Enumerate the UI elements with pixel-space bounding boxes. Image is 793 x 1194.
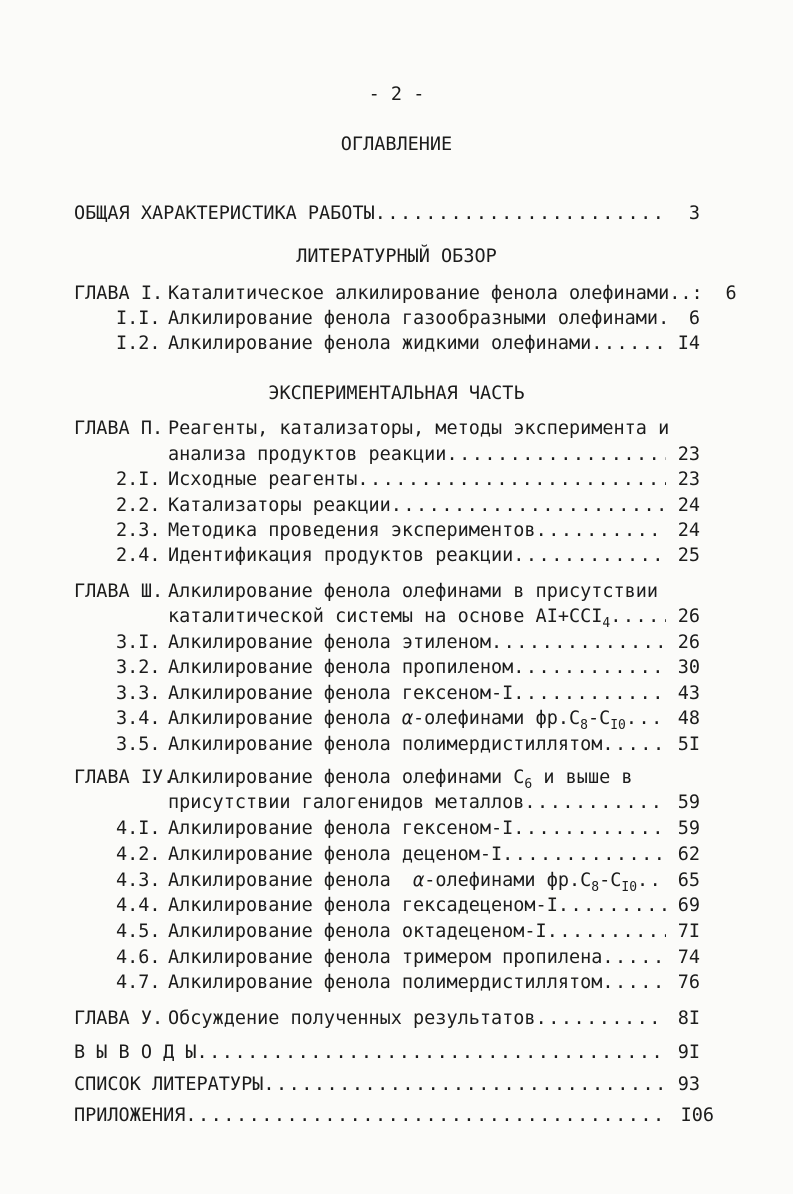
entry-text: Катализаторы реакции [168,495,391,516]
toc-entry[interactable] [74,333,700,359]
entry-text: Алкилирование фенола деценом-I [168,844,503,865]
entry-number: 2.4. [116,545,161,566]
entry-number: 3.I. [116,632,161,653]
leader-dots [185,1105,670,1126]
page-ref: 26 [677,632,700,653]
toc-entry[interactable] [74,308,700,334]
entry-number: 4.3. [116,870,161,891]
leader-dots [513,657,666,678]
entry-text: Алкилирование фенола α-олефинами $фр.C_8-C_{I0}$ [168,708,626,733]
leader-dots [513,818,666,839]
entry-number: 4.7. [116,972,161,993]
leader-dots [626,708,666,729]
toc-chapter-4-cont[interactable] [74,792,700,818]
entry-text: ОБЩАЯ ХАРАКТЕРИСТИКА РАБОТЫ [74,203,375,224]
entry-number: 2.3. [116,520,161,541]
page-ref: 25 [677,545,700,566]
entry-text: Алкилирование фенола газообразными олефинами [168,308,659,329]
toc-entry[interactable] [74,708,700,734]
leader-dots [536,520,666,541]
page-ref: 74 [677,947,700,968]
toc-entry-conclusions[interactable] [74,1042,700,1068]
entry-number: 4.I. [116,818,161,839]
leader-dots [491,632,666,653]
entry-text: Алкилирование фенола α-олефинами $фр.C_8-C_{I0}$ [168,870,638,895]
toc-entry[interactable] [74,469,700,495]
page-ref: 30 [677,657,700,678]
chapter-title-line2: каталитической системы на основе $AI+CCI_4$ [168,606,611,631]
entry-number: 3.2. [116,657,161,678]
alpha-symbol: α [401,708,414,729]
toc-entry[interactable] [74,520,700,546]
chapter-title-line2: присутствии галогенидов металлов [168,792,525,813]
leader-dots [357,469,666,490]
toc-entry[interactable] [74,947,700,973]
toc-entry[interactable] [74,870,700,896]
entry-text: Алкилирование фенола жидкими олефинами [168,333,592,354]
entry-text: ПРИЛОЖЕНИЯ [74,1105,186,1126]
leader-dots [536,1008,666,1029]
leader-dots [263,1074,666,1095]
toc-entry-appendix[interactable] [74,1105,714,1131]
page-ref: 8I [677,1008,700,1029]
page-ref: 69 [677,895,700,916]
entry-text: СПИСОК ЛИТЕРАТУРЫ [74,1074,264,1095]
entry-text: Идентификация продуктов реакции [168,545,514,566]
toc-chapter-2-cont[interactable] [74,444,700,470]
page-ref: 65 [677,870,700,891]
entry-text: Алкилирование фенола тримером пропилена [168,947,603,968]
entry-text: Алкилирование фенола пропиленом [168,657,514,678]
entry-text: Методика проведения экспериментов [168,520,536,541]
leader-dots [375,203,666,224]
leader-dots [602,972,666,993]
toc-chapter-5[interactable] [74,1008,700,1034]
chapter-label: ГЛАВА У. [74,1008,164,1029]
chapter-label: ГЛАВА I. [74,283,164,304]
toc-chapter-2[interactable] [74,418,700,444]
page-ref: 48 [677,708,700,729]
entry-number: 3.5. [116,734,161,755]
page-title: ОГЛАВЛЕНИЕ [340,134,453,155]
entry-number: 4.5. [116,921,161,942]
toc-entry[interactable] [74,495,700,521]
toc-chapter-1[interactable] [74,283,737,309]
chapter-title-line2: анализа продуктов реакции [168,444,447,465]
leader-dots [446,444,666,465]
chapter-title: Обсуждение полученных результатов [168,1008,536,1029]
page-ref: I06 [680,1105,714,1126]
page-ref: 59 [677,818,700,839]
entry-number: 2.I. [116,469,161,490]
toc-entry[interactable] [74,972,700,998]
leader-dots [558,895,666,916]
page-ref: 5I [677,734,700,755]
leader-dots [602,947,666,968]
page-number: - 2 - [368,84,425,105]
entry-number: 4.2. [116,844,161,865]
page-ref: 6 [725,283,737,304]
leader-dots [591,333,666,354]
chapter-label: ГЛАВА П. [74,418,164,439]
leader-dots [524,792,666,813]
page-ref: 62 [677,844,700,865]
leader-dots [547,921,666,942]
toc-entry[interactable] [74,545,700,571]
entry-text: Алкилирование фенола гексадеценом-I [168,895,558,916]
toc-entry[interactable] [74,895,700,921]
page-ref: 76 [677,972,700,993]
page-ref: 6 [688,308,700,329]
leader-dots [513,683,666,704]
page-ref: 3 [688,203,700,224]
toc-entry-general[interactable] [74,203,700,229]
entry-text: Алкилирование фенола полимердистиллятом [168,972,603,993]
entry-number: 3.3. [116,683,161,704]
page-ref: 9I [677,1042,700,1063]
toc-chapter-4[interactable] [74,767,700,793]
chapter-label: ГЛАВА Ш. [74,581,164,602]
entry-number: 4.4. [116,895,161,916]
entry-number: 3.4. [116,708,161,729]
section-heading-literature: ЛИТЕРАТУРНЫЙ ОБЗОР [296,246,497,267]
entry-text: В Ы В О Д Ы [74,1042,197,1063]
entry-text: Алкилирование фенола гексеном-I [168,818,514,839]
page-ref: 23 [677,469,700,490]
entry-text: Алкилирование фенола гексеном-I [168,683,514,704]
leader-dots [602,734,666,755]
toc-entry[interactable] [74,921,700,947]
section-heading-experimental: ЭКСПЕРИМЕНТАЛЬНАЯ ЧАСТЬ [268,383,525,404]
page-ref: 43 [677,683,700,704]
page-ref: 24 [677,495,700,516]
leader-dots [610,606,666,627]
page-ref: 23 [677,444,700,465]
toc-chapter-3-cont[interactable] [74,606,700,632]
alpha-symbol: α [413,870,425,891]
entry-number: I.2. [116,333,161,354]
chapter-title-line1: Реагенты, катализаторы, методы эксперимента и [168,418,670,439]
chapter-title-line1: Алкилирование фенола олефинами в присутствии [168,581,659,602]
toc-entry[interactable] [74,683,700,709]
toc-entry[interactable] [74,657,700,683]
toc-entry[interactable] [74,844,700,870]
toc-entry-references[interactable] [74,1074,700,1100]
chapter-title-line1: Алкилирование фенола олефинами $C_6$ и выше в [168,767,633,792]
entry-text: Алкилирование фенола октадеценом-I [168,921,547,942]
leader-dots [658,308,666,329]
leader-dots [513,545,666,566]
toc-entry[interactable] [74,734,700,760]
leader-dots [197,1042,666,1063]
entry-text: Алкилирование фенола этиленом [168,632,492,653]
toc-chapter-3[interactable] [74,581,700,607]
page-ref: 26 [677,606,700,627]
leader-dots [391,495,666,516]
entry-number: I.I. [116,308,161,329]
page-ref: 7I [677,921,700,942]
chapter-label: ГЛАВА IУ. [74,767,175,788]
leader-dots [502,844,666,865]
toc-entry[interactable] [74,818,700,844]
entry-number: 4.6. [116,947,161,968]
entry-text: Исходные реагенты [168,469,358,490]
entry-number: 2.2. [116,495,161,516]
chapter-title: Каталитическое алкилирование фенола олефинами..: [168,283,703,304]
page-ref: 93 [677,1074,700,1095]
toc-entry[interactable] [74,632,700,658]
page-ref: 59 [677,792,700,813]
entry-text: Алкилирование фенола полимердистиллятом [168,734,603,755]
leader-dots [637,870,666,891]
page-ref: 24 [677,520,700,541]
page-ref: I4 [677,333,700,354]
